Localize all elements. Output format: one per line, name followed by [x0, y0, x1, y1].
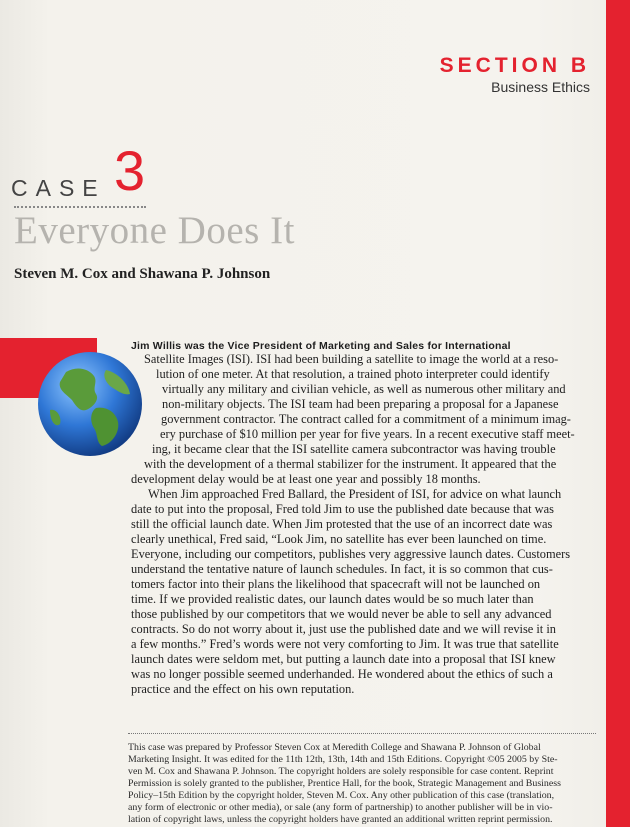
- footnote-line: Permission is solely granted to the publisher, Prentice Hall, for the book, Strategic Management and Business: [128, 778, 561, 789]
- body-line: contracts. So do not worry about it, just use the published date and we will revise it in: [131, 622, 556, 636]
- body-line: date to put into the proposal, Fred told Jim to use the published date because that was: [131, 502, 554, 516]
- case-number: 3: [114, 139, 146, 202]
- body-line: non-military objects. The ISI team had been preparing a proposal for a Japanese: [162, 397, 559, 411]
- body-line: ing, it became clear that the ISI satellite camera subcontractor was having trouble: [152, 442, 556, 456]
- footnote-divider: [128, 733, 596, 734]
- body-line: lution of one meter. At that resolution, a trained photo interpreter could identify: [156, 367, 550, 381]
- body-line: practice and the effect on his own reputation.: [131, 682, 355, 696]
- body-line: clearly unethical, Fred said, “Look Jim, no satellite has ever been launched on time.: [131, 532, 547, 546]
- footnote-line: Marketing Insight. It was edited for the 11th 12th, 13th, 14th and 15th Editions. Copyright ©05 2005 by Ste-: [128, 754, 558, 765]
- footnote-line: Policy–15th Edition by the copyright holder, Steven M. Cox. Any other publication of this case (translation,: [128, 790, 555, 801]
- body-line: time. If we provided realistic dates, our launch dates would be so much later than: [131, 592, 534, 606]
- case-authors: Steven M. Cox and Shawana P. Johnson: [14, 266, 271, 282]
- lead-in-line: Jim Willis was the Vice President of Marketing and Sales for International: [131, 340, 511, 352]
- section-label: SECTION B: [439, 54, 590, 77]
- footnote-line: This case was prepared by Professor Steven Cox at Meredith College and Shawana P. Johnson of Global: [128, 742, 541, 753]
- footnote-line: ven M. Cox and Shawana P. Johnson. The copyright holders are solely responsible for case content. Reprint: [128, 766, 554, 777]
- body-line: virtually any military and civilian vehicle, as well as numerous other military and: [162, 382, 566, 396]
- earth-globe-icon: [36, 350, 144, 458]
- body-line: was no longer possible seemed underhanded. He wondered about the ethics of such a: [131, 667, 553, 681]
- body-line: development delay would be at least one year and possibly 18 months.: [131, 472, 481, 486]
- red-edge-bar: [606, 0, 630, 827]
- body-line: a few months.” Fred’s words were not very comforting to Jim. It was true that satellite: [131, 637, 559, 651]
- body-line: government contractor. The contract called for a commitment of a minimum imag-: [161, 412, 571, 426]
- body-line: launch dates were seldom met, but putting a launch date into a proposal that ISI knew: [131, 652, 556, 666]
- body-line: those published by our competitors that we would never be able to sell any advanced: [131, 607, 552, 621]
- body-line: understand the tentative nature of launch schedules. In fact, it is so common that cus-: [131, 562, 553, 576]
- footnote-line: any form of electronic or other media), or sale (any form of partnership) to another publisher will be in vio-: [128, 802, 553, 813]
- case-label: CASE: [11, 175, 106, 201]
- case-title: Everyone Does It: [14, 209, 295, 252]
- section-subtitle: Business Ethics: [491, 79, 590, 95]
- body-line: Satellite Images (ISI). ISI had been building a satellite to image the world at a reso-: [144, 352, 559, 366]
- body-line: still the official launch date. When Jim protested that the use of an incorrect date was: [131, 517, 553, 531]
- body-line: Everyone, including our competitors, publishes very aggressive launch dates. Customers: [131, 547, 571, 561]
- body-line: ery purchase of $10 million per year for five years. In a recent executive staff meet-: [160, 427, 575, 441]
- body-line: When Jim approached Fred Ballard, the President of ISI, for advice on what launch: [148, 487, 562, 501]
- footnote-line: lation of copyright laws, unless the copyright holders have granted an additional written reprint permission.: [128, 814, 553, 825]
- body-line: with the development of a thermal stabilizer for the instrument. It appeared that the: [144, 457, 557, 471]
- body-line: tomers factor into their plans the likelihood that spacecraft will not be launched on: [131, 577, 541, 591]
